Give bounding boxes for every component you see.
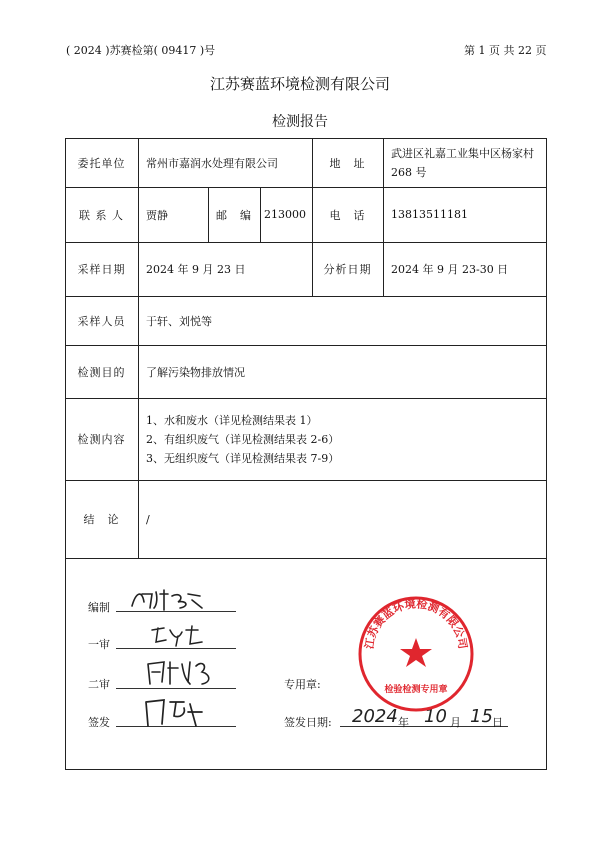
client-label: 委托单位 [77,156,126,170]
sampler-label: 采样人员 [77,314,126,328]
issue-date-day-unit: 日 [492,716,503,729]
conclusion-label: 结 论 [83,513,120,526]
conclusion-value: / [146,512,150,526]
content-label: 检测内容 [77,433,126,446]
review1-label: 一审 [88,638,110,651]
seal-star-icon [400,638,432,667]
address-value [383,138,547,187]
issue-date-label: 签发日期: [284,716,332,729]
review2-label: 二审 [88,678,110,691]
row-divider [65,558,547,559]
report-number: ( 2024 )苏赛检第( 09417 )号 [66,44,216,57]
content-list [138,398,547,480]
issue-date-day: 15 [470,706,493,727]
seal-label: 专用章: [284,678,321,691]
issue-date-year-unit: 年 [398,716,409,729]
contact-value: 贾静 [146,208,168,222]
sampling-date-value: 2024 年 9 月 23 日 [146,263,246,276]
content-item: 3、无组织废气（详见检测结果表 7-9） [146,451,340,465]
seal-purpose-text: 检验检测专用章 [384,685,448,695]
contact-label: 联 系 人 [79,208,124,222]
phone-label: 电 话 [329,208,366,222]
postcode-label: 邮 编 [216,208,252,222]
issue-date-month-unit: 月 [450,716,461,729]
review1-signature [148,622,210,648]
review2-signature [142,656,222,688]
compiled-label: 编制 [88,601,110,614]
sampling-date-label: 采样日期 [77,263,126,276]
purpose-label: 检测目的 [77,365,126,379]
analysis-date-label: 分析日期 [323,263,372,276]
address-line-1: 武进区礼嘉工业集中区杨家村 [391,146,534,160]
sampler-value: 于轩、刘悦等 [146,314,212,328]
content-item: 2、有组织废气（详见检测结果表 2-6） [146,432,340,446]
address-label: 地 址 [329,156,366,170]
company-seal [356,594,476,714]
issued-signature [140,696,206,730]
purpose-value: 了解污染物排放情况 [146,365,245,379]
compiled-signature [128,586,208,614]
content-item: 1、水和废水（详见检测结果表 1） [146,413,318,427]
seal-company-text: 江苏赛蓝环境检测有限公司 [362,597,470,650]
phone-value: 13813511181 [391,208,468,221]
review1-signature-line [116,648,236,649]
address-line-2: 268 号 [391,165,427,179]
client-value: 常州市嘉润水处理有限公司 [146,156,278,170]
review2-signature-line [116,688,236,689]
issue-date-year: 2024 [352,706,398,727]
issued-label: 签发 [88,716,110,729]
report-title: 检测报告 [272,114,328,130]
company-title: 江苏赛蓝环境检测有限公司 [209,75,390,93]
analysis-date-value: 2024 年 9 月 23-30 日 [391,263,509,276]
postcode-value: 213000 [264,208,306,221]
issue-date-month: 10 [424,706,447,727]
page-info: 第 1 页 共 22 页 [464,44,547,57]
